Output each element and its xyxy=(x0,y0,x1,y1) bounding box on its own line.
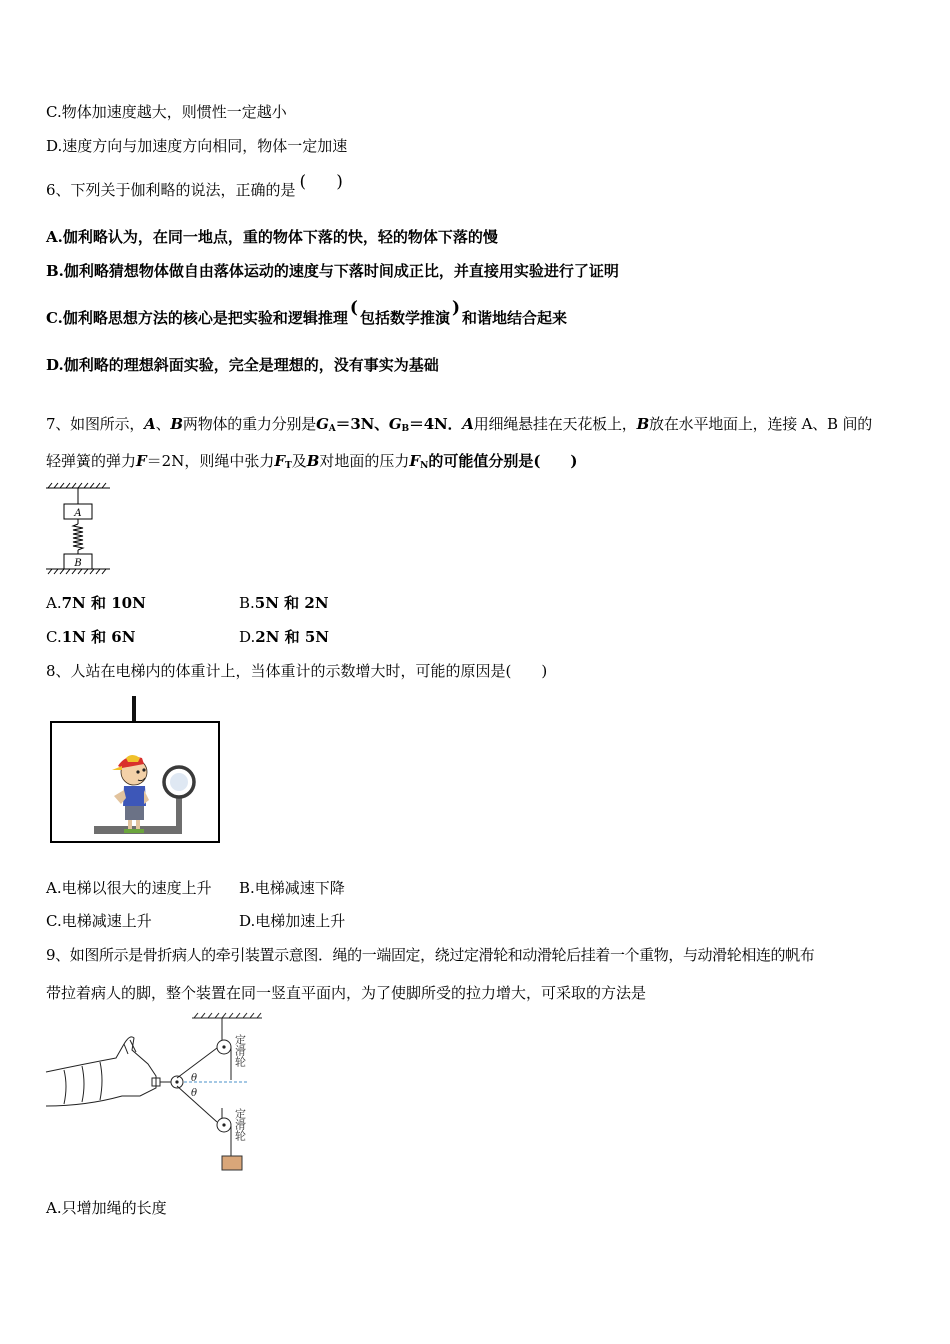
q7-option-d-letter: D. xyxy=(239,628,256,646)
q7-text: 、 xyxy=(155,415,171,433)
q6-option-d: D.伽利略的理想斜面实验，完全是理想的，没有事实为基础 xyxy=(46,356,439,374)
q7-var-f: F xyxy=(274,452,285,470)
q6-option-a: A.伽利略认为，在同一地点，重的物体下落的快，轻的物体下落的慢 xyxy=(46,228,498,246)
q7-option-c-letter: C. xyxy=(46,628,62,646)
q6-option-c-mid: 包括数学推演 xyxy=(359,309,450,327)
q7-text: 7、如图所示， xyxy=(46,415,145,433)
q7-option-d xyxy=(239,627,329,647)
q8-option-b: B.电梯减速下降 xyxy=(239,879,345,897)
q5-option-c: C.物体加速度越大，则惯性一定越小 xyxy=(46,103,287,121)
q9-option-a: A.只增加绳的长度 xyxy=(46,1199,167,1217)
q7-stem-line1 xyxy=(46,414,872,439)
q7-var-b: B xyxy=(306,452,320,470)
q7-text: 及 xyxy=(291,452,307,470)
q9-label-fixed-pulley-bottom: 定滑轮 xyxy=(233,1108,247,1141)
q7-var-a: A xyxy=(144,415,156,433)
q8-option-c: C.电梯减速上升 xyxy=(46,912,152,930)
q7-option-b-letter: B. xyxy=(239,594,255,612)
q9-stem-line2: 带拉着病人的脚，整个装置在同一竖直平面内，为了使脚所受的拉力增大，可采取的方法是 xyxy=(46,984,647,1002)
q9-traction-device-diagram xyxy=(44,1010,274,1176)
q7-sub-b: B xyxy=(401,424,409,434)
q7-var-b: B xyxy=(170,415,183,433)
q9-label-fixed-pulley-top: 定滑轮 xyxy=(233,1034,247,1067)
q8-option-d: D.电梯加速上升 xyxy=(239,912,346,930)
q6-option-c-post: 和谐地结合起来 xyxy=(462,309,568,327)
q7-option-b xyxy=(239,593,329,613)
q7-text: 轻弹簧的弹力 xyxy=(46,452,137,470)
q7-stem-line2 xyxy=(46,451,578,476)
q5-option-d: D.速度方向与加速度方向相同，物体一定加速 xyxy=(46,137,348,155)
q6-stem-text: 6、下列关于伽利略的说法，正确的是 xyxy=(46,181,296,199)
q7-text: ＝2N，则绳中张力 xyxy=(146,452,275,470)
q7-text: 两物体的重力分别是 xyxy=(182,415,317,433)
q8-option-a: A.电梯以很大的速度上升 xyxy=(46,879,212,897)
q6-option-c-paren-close: ) xyxy=(451,298,461,318)
q7-var-g: G xyxy=(388,415,402,433)
q7-option-a-letter: A. xyxy=(46,594,62,612)
q9-theta-upper: θ xyxy=(191,1073,198,1084)
q7-text: 的可能值分别是( ) xyxy=(428,452,578,470)
q7-option-a xyxy=(46,593,146,613)
q7-var-b: B xyxy=(636,415,650,433)
q6-answer-paren-open: ( xyxy=(299,172,307,192)
q7-spring-diagram xyxy=(44,482,114,578)
q7-eq-ga: ＝3N、 xyxy=(335,415,389,433)
q7-option-d-value: 2N 和 5N xyxy=(255,628,330,646)
q7-option-a-value: 7N 和 10N xyxy=(61,594,146,612)
q7-figure-label-a: A xyxy=(74,508,82,519)
q6-stem xyxy=(46,172,343,200)
q7-option-c-value: 1N 和 6N xyxy=(61,628,136,646)
q6-option-c-pre: C.伽利略思想方法的核心是把实验和逻辑推理 xyxy=(46,309,348,327)
q8-elevator-illustration xyxy=(48,696,224,846)
q7-var-a: A xyxy=(462,415,474,433)
q6-option-c xyxy=(46,298,568,328)
q8-stem: 8、人站在电梯内的体重计上，当体重计的示数增大时，可能的原因是( ) xyxy=(46,662,548,680)
q7-text: 用细绳悬挂在天花板上， xyxy=(473,415,637,433)
q7-text: 对地面的压力 xyxy=(319,452,410,470)
q7-sub-n: N xyxy=(420,461,429,471)
q7-sub-t: T xyxy=(285,461,292,471)
q6-option-b: B.伽利略猜想物体做自由落体运动的速度与下落时间成正比，并直接用实验进行了证明 xyxy=(46,262,619,280)
q7-option-b-value: 5N 和 2N xyxy=(254,594,329,612)
q7-figure-label-b: B xyxy=(74,558,82,569)
q9-stem-line1: 9、如图所示是骨折病人的牵引装置示意图．绳的一端固定，绕过定滑轮和动滑轮后挂着一个重物，与动滑轮相连的帆布 xyxy=(46,946,815,964)
q7-var-g: G xyxy=(316,415,329,433)
q7-var-f: F xyxy=(409,452,421,470)
q7-var-f: F xyxy=(136,452,147,470)
q7-eq-gb: ＝4N． xyxy=(408,415,463,433)
q9-theta-lower: θ xyxy=(191,1088,198,1099)
q7-option-c xyxy=(46,627,135,647)
q7-text: 放在水平地面上，连接 A、B 间的 xyxy=(649,415,873,433)
q6-option-c-paren-open: ( xyxy=(349,298,358,318)
q6-answer-paren-close: ) xyxy=(336,172,343,192)
q7-sub-a: A xyxy=(328,424,336,434)
